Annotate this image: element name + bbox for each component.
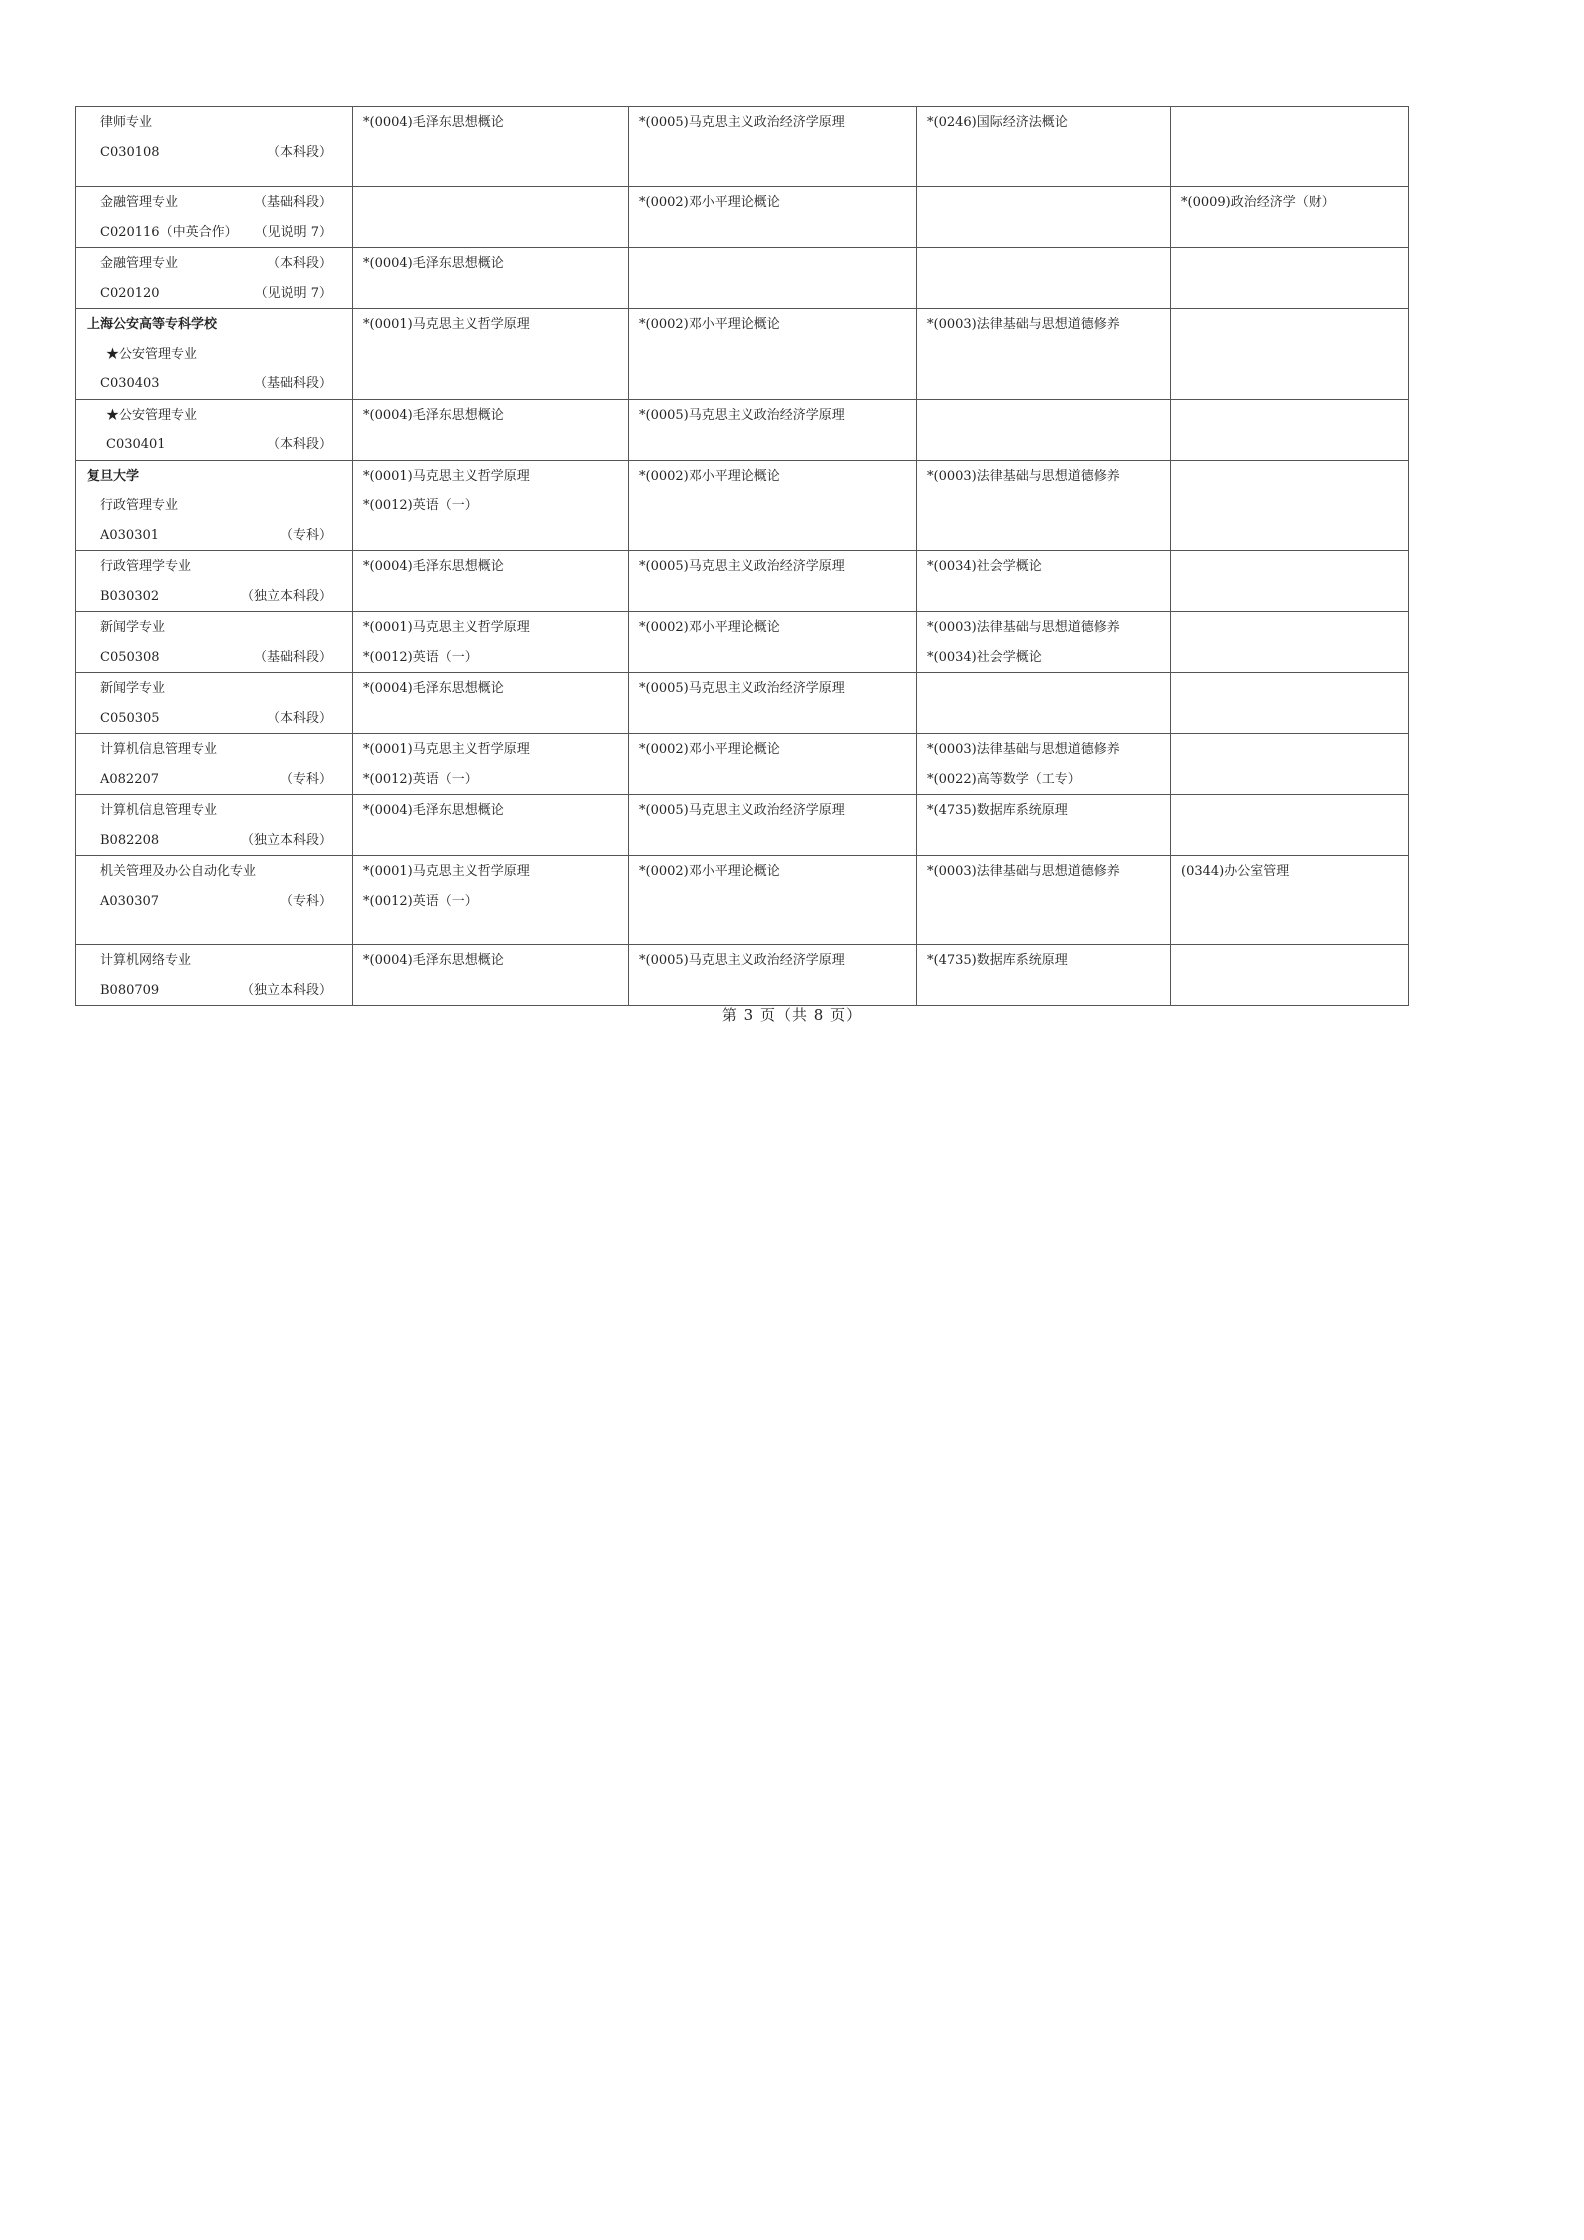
course-entry: *(0002)邓小平理论概论	[639, 864, 780, 879]
course-cell-content	[629, 187, 916, 218]
course-cell-3	[917, 612, 1171, 673]
institution-name: 复旦大学	[87, 468, 140, 484]
major-line-left: 行政管理学专业	[100, 559, 192, 574]
course-cell-4	[1171, 248, 1409, 309]
major-cell-content	[76, 461, 352, 551]
major-line-right: （专科）	[279, 771, 332, 787]
major-line	[100, 430, 332, 460]
major-line-left: A030307	[100, 893, 160, 909]
major-line	[100, 138, 332, 168]
course-entry: *(0009)政治经济学（财）	[1181, 195, 1335, 210]
course-cell-1	[353, 248, 629, 309]
major-cell	[76, 187, 353, 248]
course-cell-2	[629, 945, 917, 1006]
major-line-left: B082208	[100, 832, 160, 848]
major-line	[100, 521, 332, 551]
major-cell-content	[76, 400, 352, 460]
major-cell	[76, 460, 353, 551]
course-cell-content	[353, 107, 628, 138]
major-cell-content	[76, 945, 352, 1005]
course-cell-2	[629, 673, 917, 734]
course-cell-4	[1171, 734, 1409, 795]
course-entry: *(0001)马克思主义哲学原理	[363, 742, 530, 757]
course-cell-content	[353, 856, 628, 916]
major-line	[100, 188, 332, 218]
major-cell-content	[76, 612, 352, 672]
major-line-left: 计算机信息管理专业	[100, 803, 218, 818]
major-line-right: （独立本科段）	[240, 588, 332, 604]
course-cell-3	[917, 734, 1171, 795]
course-entry: *(0001)马克思主义哲学原理	[363, 468, 530, 484]
course-cell-content	[353, 461, 628, 521]
course-cell-content	[1171, 734, 1408, 735]
major-line-left: C050305	[100, 710, 160, 726]
course-cell-1	[353, 795, 629, 856]
major-line-left: B080709	[100, 982, 160, 998]
course-cell-1	[353, 612, 629, 673]
major-line	[100, 218, 332, 248]
major-line	[100, 108, 332, 138]
course-cell-content	[353, 187, 628, 188]
course-cell-1	[353, 460, 629, 551]
course-entry: *(4735)数据库系统原理	[927, 953, 1068, 968]
course-cell-content	[1171, 248, 1408, 249]
major-line-right: （见说明 7）	[254, 224, 332, 240]
course-cell-content	[917, 461, 1170, 492]
table-row	[76, 856, 1409, 945]
course-cell-content	[917, 107, 1170, 138]
major-cell-content	[76, 551, 352, 611]
course-cell-content	[353, 400, 628, 431]
course-cell-1	[353, 673, 629, 734]
major-line	[100, 643, 332, 673]
major-cell-content	[76, 673, 352, 733]
course-cell-1	[353, 309, 629, 400]
major-cell	[76, 673, 353, 734]
course-cell-content	[629, 309, 916, 340]
course-cell-content	[917, 856, 1170, 887]
major-line-right: （基础科段）	[253, 649, 332, 665]
course-cell-3	[917, 187, 1171, 248]
table-row	[76, 107, 1409, 187]
course-cell-content	[1171, 856, 1408, 887]
course-cell-4	[1171, 673, 1409, 734]
major-line-right: （本科段）	[266, 710, 332, 726]
course-cell-4	[1171, 945, 1409, 1006]
course-entry: *(0012)英语（一）	[363, 649, 478, 665]
major-line-left: B030302	[100, 588, 160, 604]
course-entry: *(0034)社会学概论	[927, 649, 1042, 665]
course-entry: *(0001)马克思主义哲学原理	[363, 864, 530, 879]
major-cell	[76, 248, 353, 309]
course-cell-content	[917, 945, 1170, 976]
course-cell-content	[1171, 945, 1408, 946]
course-cell-3	[917, 856, 1171, 945]
course-cell-content	[1171, 551, 1408, 552]
major-line	[100, 279, 332, 309]
course-entry: *(0004)毛泽东思想概论	[363, 803, 504, 818]
major-line	[100, 976, 332, 1006]
major-cell-content	[76, 734, 352, 794]
major-line-right: （本科段）	[266, 144, 332, 160]
course-entry: *(0002)邓小平理论概论	[639, 317, 780, 332]
major-line-left: A082207	[100, 771, 160, 787]
course-entry: *(0003)法律基础与思想道德修养	[927, 742, 1120, 757]
course-cell-1	[353, 187, 629, 248]
major-cell-content	[76, 795, 352, 855]
course-entry: *(0012)英语（一）	[363, 498, 478, 513]
major-line-left: ★公安管理专业	[106, 407, 198, 423]
course-cell-content	[353, 945, 628, 976]
major-line	[100, 552, 332, 582]
major-line-right: （基础科段）	[253, 195, 332, 210]
course-cell-content	[353, 248, 628, 279]
course-cell-content	[917, 551, 1170, 582]
course-cell-content	[629, 551, 916, 582]
course-entry: *(0002)邓小平理论概论	[639, 742, 780, 757]
major-cell	[76, 734, 353, 795]
major-line	[100, 674, 332, 704]
course-cell-content	[353, 734, 628, 794]
course-cell-3	[917, 795, 1171, 856]
course-entry: *(0004)毛泽东思想概论	[363, 256, 504, 271]
major-cell	[76, 612, 353, 673]
course-cell-4	[1171, 460, 1409, 551]
course-cell-content	[629, 107, 916, 138]
course-entry: *(0005)马克思主义政治经济学原理	[639, 953, 845, 968]
major-cell	[76, 795, 353, 856]
course-cell-content	[629, 461, 916, 492]
course-cell-1	[353, 107, 629, 187]
course-cell-2	[629, 551, 917, 612]
course-entry: *(0004)毛泽东思想概论	[363, 681, 504, 696]
course-cell-3	[917, 460, 1171, 551]
course-cell-2	[629, 856, 917, 945]
course-cell-3	[917, 107, 1171, 187]
course-cell-content	[1171, 612, 1408, 613]
major-line-left: 金融管理专业	[100, 256, 179, 271]
major-cell-content	[76, 856, 352, 916]
exam-schedule-table	[75, 106, 1409, 1006]
table-row	[76, 795, 1409, 856]
course-cell-1	[353, 856, 629, 945]
table-row	[76, 187, 1409, 248]
major-line-left: C030108	[100, 144, 160, 160]
course-cell-2	[629, 309, 917, 400]
major-line-left: 金融管理专业	[100, 195, 179, 210]
major-cell	[76, 856, 353, 945]
course-entry: *(0022)高等数学（工专）	[927, 771, 1081, 787]
course-cell-content	[629, 673, 916, 704]
course-cell-2	[629, 187, 917, 248]
major-line-right: （本科段）	[266, 437, 332, 452]
course-cell-1	[353, 399, 629, 460]
table-row	[76, 612, 1409, 673]
course-entry: *(0005)马克思主义政治经济学原理	[639, 803, 845, 818]
major-cell	[76, 309, 353, 400]
major-cell	[76, 107, 353, 187]
major-line	[100, 249, 332, 279]
course-cell-content	[629, 400, 916, 431]
course-entry: *(0005)马克思主义政治经济学原理	[639, 407, 845, 423]
course-entry: *(0005)马克思主义政治经济学原理	[639, 115, 845, 130]
major-line	[100, 340, 332, 370]
course-cell-2	[629, 612, 917, 673]
course-cell-content	[353, 673, 628, 704]
course-entry: *(0003)法律基础与思想道德修养	[927, 317, 1120, 332]
course-entry: *(0003)法律基础与思想道德修养	[927, 620, 1120, 635]
table-body	[76, 107, 1409, 1006]
course-cell-content	[917, 187, 1170, 188]
major-line-right: （专科）	[279, 893, 332, 909]
major-line-right: （本科段）	[266, 256, 332, 271]
course-cell-2	[629, 399, 917, 460]
major-line	[100, 765, 332, 795]
course-cell-4	[1171, 612, 1409, 673]
course-cell-content	[629, 612, 916, 643]
course-cell-2	[629, 460, 917, 551]
course-cell-content	[917, 400, 1170, 401]
major-line-left: C030403	[100, 376, 160, 391]
table-row	[76, 734, 1409, 795]
major-line	[100, 582, 332, 612]
course-entry: *(0012)英语（一）	[363, 893, 478, 909]
course-cell-4	[1171, 107, 1409, 187]
course-cell-2	[629, 734, 917, 795]
major-cell	[76, 399, 353, 460]
major-line	[100, 857, 332, 887]
course-entry: *(0003)法律基础与思想道德修养	[927, 468, 1120, 484]
course-cell-2	[629, 248, 917, 309]
major-line-left: 计算机信息管理专业	[100, 742, 218, 757]
course-cell-content	[917, 673, 1170, 674]
major-line-left: 律师专业	[100, 115, 153, 130]
course-cell-4	[1171, 551, 1409, 612]
major-line-right: （独立本科段）	[240, 982, 332, 998]
course-cell-content	[1171, 309, 1408, 310]
course-entry: *(0246)国际经济法概论	[927, 115, 1068, 130]
course-cell-4	[1171, 856, 1409, 945]
major-line-left: 计算机网络专业	[100, 953, 192, 968]
course-entry: *(0003)法律基础与思想道德修养	[927, 864, 1120, 879]
course-cell-4	[1171, 399, 1409, 460]
course-entry: *(0004)毛泽东思想概论	[363, 115, 504, 130]
major-line	[100, 369, 332, 399]
course-cell-4	[1171, 187, 1409, 248]
major-cell-content	[76, 309, 352, 399]
course-entry: *(0001)马克思主义哲学原理	[363, 620, 530, 635]
major-cell-content	[76, 107, 352, 167]
course-cell-2	[629, 107, 917, 187]
major-cell-content	[76, 187, 352, 247]
course-entry: *(0004)毛泽东思想概论	[363, 559, 504, 574]
course-cell-content	[353, 551, 628, 582]
course-cell-content	[629, 945, 916, 976]
course-entry: *(0001)马克思主义哲学原理	[363, 317, 530, 332]
course-cell-content	[629, 856, 916, 887]
major-line-left: 行政管理专业	[100, 498, 179, 513]
course-cell-3	[917, 248, 1171, 309]
major-line	[100, 946, 332, 976]
course-cell-content	[629, 734, 916, 765]
course-cell-content	[917, 612, 1170, 672]
course-cell-content	[1171, 107, 1408, 108]
major-line	[100, 613, 332, 643]
course-cell-4	[1171, 309, 1409, 400]
course-entry: *(0002)邓小平理论概论	[639, 620, 780, 635]
course-entry: *(0034)社会学概论	[927, 559, 1042, 574]
table-row	[76, 460, 1409, 551]
major-line-right: （基础科段）	[253, 376, 332, 391]
course-cell-3	[917, 673, 1171, 734]
table-row	[76, 399, 1409, 460]
institution-name: 上海公安高等专科学校	[87, 317, 218, 332]
major-line	[100, 826, 332, 856]
table-row	[76, 248, 1409, 309]
course-entry: *(0005)马克思主义政治经济学原理	[639, 681, 845, 696]
major-line-left: C030401	[106, 437, 166, 452]
major-line	[100, 491, 332, 521]
course-cell-content	[1171, 461, 1408, 462]
course-cell-3	[917, 551, 1171, 612]
major-line-right: （见说明 7）	[254, 285, 332, 301]
course-cell-content	[1171, 400, 1408, 401]
table-row	[76, 309, 1409, 400]
course-cell-1	[353, 945, 629, 1006]
major-cell	[76, 945, 353, 1006]
major-line-left: C020116（中英合作）	[100, 224, 238, 240]
course-entry: *(0002)邓小平理论概论	[639, 468, 780, 484]
course-entry: *(4735)数据库系统原理	[927, 803, 1068, 818]
course-cell-2	[629, 795, 917, 856]
course-entry: *(0012)英语（一）	[363, 771, 478, 787]
major-line-left: A030301	[100, 527, 160, 543]
major-cell-content	[76, 248, 352, 308]
table-row	[76, 673, 1409, 734]
major-line-left: ★公安管理专业	[106, 346, 198, 362]
major-line	[100, 796, 332, 826]
major-line-left: 机关管理及办公自动化专业	[100, 864, 257, 879]
course-cell-3	[917, 945, 1171, 1006]
major-line-left: C020120	[100, 285, 160, 301]
course-cell-content	[1171, 187, 1408, 218]
course-cell-content	[353, 612, 628, 672]
course-cell-content	[629, 795, 916, 826]
major-cell	[76, 551, 353, 612]
course-cell-content	[917, 734, 1170, 794]
course-cell-content	[1171, 673, 1408, 674]
course-cell-content	[917, 248, 1170, 249]
page-number: 第 3 页（共 8 页）	[721, 1006, 863, 1024]
major-line-left: 新闻学专业	[100, 681, 166, 696]
major-line-left: C050308	[100, 649, 160, 665]
major-line-right: （独立本科段）	[240, 832, 332, 848]
major-line	[100, 401, 332, 431]
course-cell-content	[629, 248, 916, 249]
course-cell-1	[353, 551, 629, 612]
course-entry: *(0004)毛泽东思想概论	[363, 407, 504, 423]
table-row	[76, 945, 1409, 1006]
course-cell-3	[917, 309, 1171, 400]
table-row	[76, 551, 1409, 612]
course-entry: *(0005)马克思主义政治经济学原理	[639, 559, 845, 574]
course-cell-4	[1171, 795, 1409, 856]
course-cell-content	[353, 309, 628, 340]
course-cell-content	[1171, 795, 1408, 796]
major-line	[100, 735, 332, 765]
course-entry: (0344)办公室管理	[1181, 864, 1290, 879]
course-cell-3	[917, 399, 1171, 460]
course-cell-content	[353, 795, 628, 826]
major-line-left: 新闻学专业	[100, 620, 166, 635]
course-cell-1	[353, 734, 629, 795]
course-cell-content	[917, 309, 1170, 340]
course-entry: *(0004)毛泽东思想概论	[363, 953, 504, 968]
major-line	[100, 704, 332, 734]
course-cell-content	[917, 795, 1170, 826]
major-line	[100, 887, 332, 917]
course-entry: *(0002)邓小平理论概论	[639, 195, 780, 210]
major-line-right: （专科）	[279, 527, 332, 543]
